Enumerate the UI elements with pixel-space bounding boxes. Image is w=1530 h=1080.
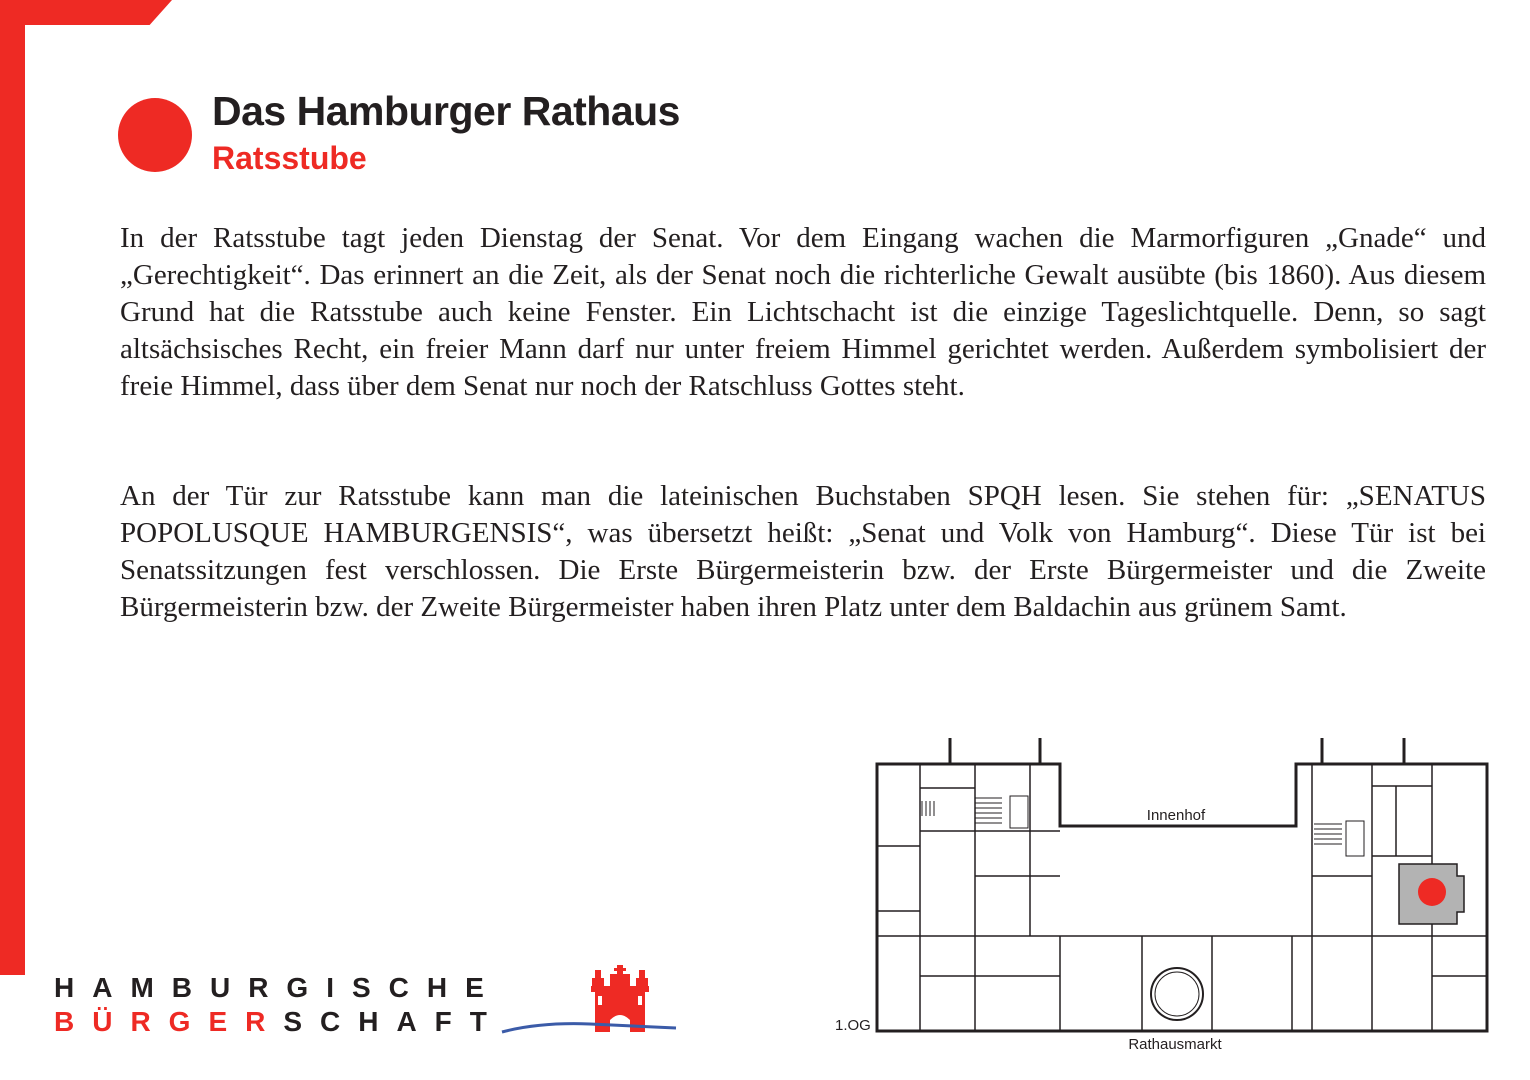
logo-word-dark: SCHAFT xyxy=(283,1006,505,1037)
page-title: Das Hamburger Rathaus xyxy=(212,88,680,134)
label-floor: 1.OG xyxy=(835,1017,871,1034)
logo-word-red: BÜRGER xyxy=(54,1006,284,1037)
frame-top-corner xyxy=(0,0,172,25)
floorplan-map xyxy=(832,736,1492,1056)
title-dot xyxy=(118,98,192,172)
logo-line-2 xyxy=(54,1006,505,1038)
frame-vertical-bar xyxy=(0,0,25,975)
label-innenhof: Innenhof xyxy=(1146,807,1206,824)
page-subtitle: Ratsstube xyxy=(212,140,367,176)
ratsstube-marker xyxy=(1418,878,1446,906)
paragraph-1: In der Ratsstube tagt jeden Dienstag der Senat. Vor dem Eingang wachen die Marmorfiguren „Gnade“ und „Gerechtigkeit“. Das erinnert an die Zeit, als der Senat noch die richterliche Gewalt ausübte (bis 1860). Aus diesem Grund hat die Ratsstube auch keine Fenster. Ein Lichtschacht ist die einzige Tageslichtquelle. Denn, so sagt altsächsisches Recht, ein freier Mann darf nur unter freiem Himmel gerichtet werden. Außerdem symbolisiert der freie Himmel, dass über dem Senat nur noch der Ratschluss Gottes steht. xyxy=(120,222,1486,402)
logo-line-1: HAMBURGISCHE xyxy=(54,972,502,1003)
hamburg-castle-crest-icon xyxy=(500,962,680,1042)
label-rathausmarkt: Rathausmarkt xyxy=(1128,1036,1222,1053)
paragraph-2: An der Tür zur Ratsstube kann man die lateinischen Buchstaben SPQH lesen. Sie stehen für: „SENATUS POPOLUSQUE HAMBURGENSIS“, was übersetzt heißt: „Senat und Volk von Hamburg“. Diese Tür ist bei Senatssitzungen fest verschlossen. Die Erste Bürgermeisterin bzw. der Erste Bürgermeister und die Zweite Bürgermeisterin bzw. der Zweite Bürgermeister haben ihren Platz unter dem Baldachin aus grünem Samt. xyxy=(120,480,1486,623)
